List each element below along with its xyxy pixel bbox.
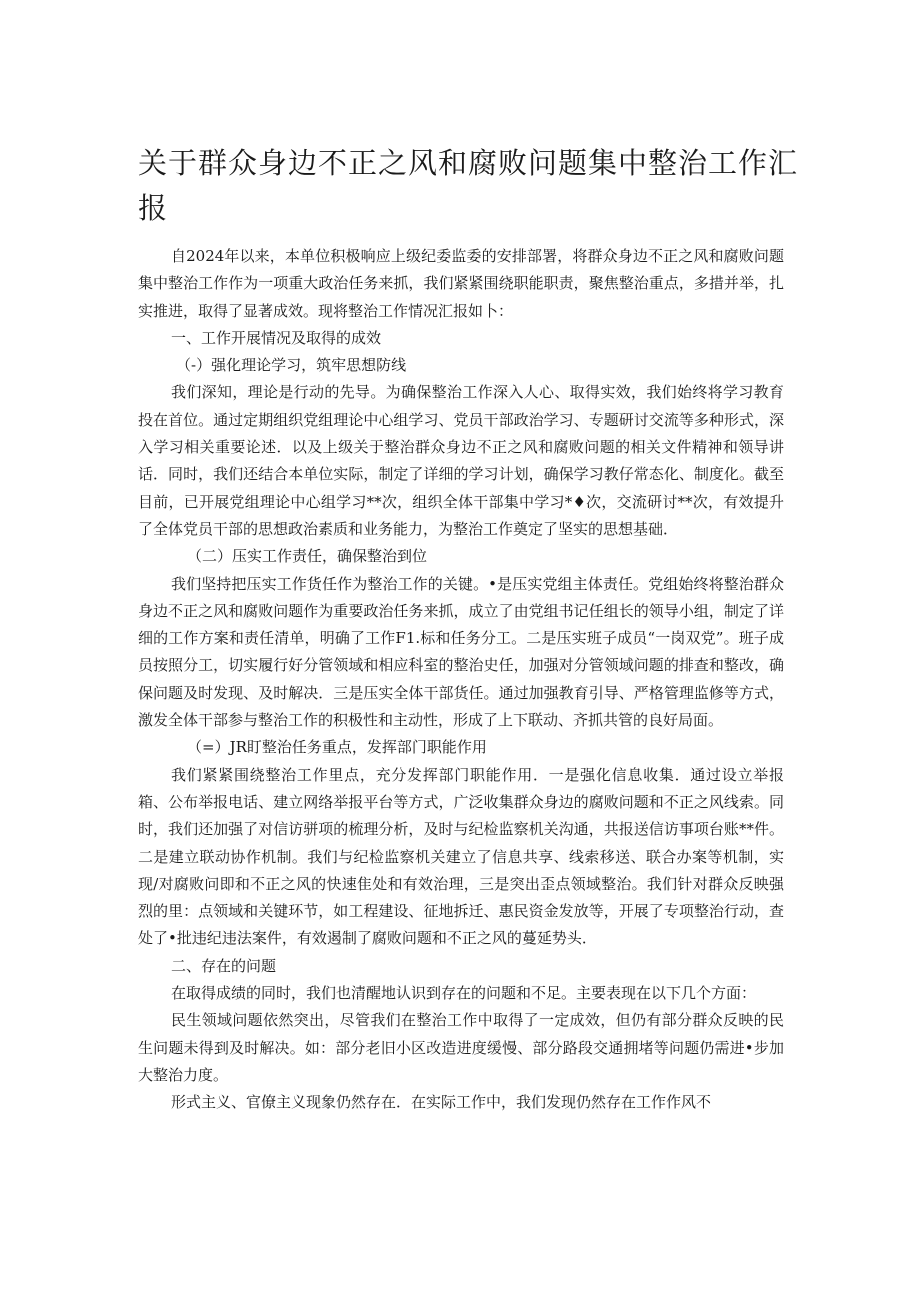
paragraph-livelihood-issues: 民生领域问题依然突出，尽管我们在整治工作中取得了一定成效，但仍有部分群众反映的民生问题未得到及时解决。如：部分老旧小区改造进度缓慢、部分路段交通拥堵等问题仍需进•步加大整治力度。 xyxy=(138,1011,784,1084)
paragraph-key-tasks: 我们紧紧围绕整治工作里点，充分发挥部门职能作用．一是强化信息收集．通过设立举报箱、公布举报电话、建立网络举报平台等方式，广泛收集群众身边的腐败问题和不正之风线索。同时，我们还加强了对信访骈项的梳理分析，及时与纪检监察机关沟通，共报送信访事项台账**件。二是建立联动协作机制。我们与纪检监察机关建立了信息共享、线索移送、联合办案等机制，实现/对腐败问即和不正之风的快速隹处和有效治理，三是突出歪点领域整治。我们针对群众反映强烈的里：点领域和关键环节，如工程建设、征地拆迁、惠民资金发放等，开展了专项整治行动，查处了•批违纪违法案件，有效遏制了腐败问题和不正之风的蔓延势头． xyxy=(138,765,784,948)
section-heading-problems: 二、存在的问题 xyxy=(171,956,277,975)
document-title: 关于群众身边不正之风和腐败问题集中整治工作汇报 xyxy=(138,146,799,225)
paragraph-theory-study: 我们深知，理论是行动的先导。为确保整治工作深入人心、取得实效，我们始终将学习教育投在首位。通过定期组织党组理论中心组学习、党员干部政治学习、专题研讨交流等多种形式，深入学习相关重要论述．以及上级关于整治群众身边不正之风和腐败问题的相关文件精神和领导讲话．同时，我们还结合本单位实际，制定了详细的学习计划，确保学习教仔常态化、制度化。截至目前，已开展党组理论中心组学习**次，组织全体干部集中学习*♦次，交流研讨**次，有效提升了全体党员干部的思想政治素质和业务能力，为整治工作奠定了坚实的思想基础． xyxy=(138,383,784,538)
paragraph-responsibility: 我们坚持把压实工作货任作为整治工作的关键。•是压实党组主体责任。党组始终将整治群众身边不正之风和腐败问题作为重要政治任务来抓，成立了由党组书记任组长的领导小组，制定了详细的工作方案和责任清单，明确了工作F1.标和任务分工。二是压实班子成员“一岗双党”。班子成员按照分工，切实履行好分管领域和相应科室的整治史任，加强对分管领域问题的排查和整改，确保问题及时发现、及时解决．三是压实全体干部货任。通过加强教育引导、严格管理监修等方式，激发全体干部参与整治工作的积极性和主动性，形成了上下联动、齐抓共管的良好局面。 xyxy=(138,574,784,730)
paragraph-problems-intro: 在取得成绩的同时，我们也清醒地认识到存在的问题和不足。主要表现在以下几个方面： xyxy=(171,984,757,1003)
section-heading-achievements: 一、工作开展情况及取得的成效 xyxy=(171,328,382,347)
document-body xyxy=(138,243,784,1117)
paragraph-formalism: 形式主义、官僚主义现象仍然存在．在实际工作中，我们发现仍然存在工作作风不 xyxy=(171,1093,712,1112)
intro-paragraph: 自2024年以来，本单位积极响应上级纪委监委的安排部署，将群众身边不正之风和腐败问题集中整治工作作为一项重大政治任务来抓，我们紧紧围绕职能职责，聚焦整治重点，多措并举，扎实推进，取得了显著成效。现将整治工作情况汇报如卜： xyxy=(138,247,784,320)
subheading-key-tasks: （=）JR盯整治任务重点，发挥部门职能作用 xyxy=(187,738,487,757)
subheading-theory-study: （-）强化理论学习，筑牢思想防线 xyxy=(176,356,407,375)
subheading-responsibility: （二）压实工作责任，确保整治到位 xyxy=(187,547,428,566)
